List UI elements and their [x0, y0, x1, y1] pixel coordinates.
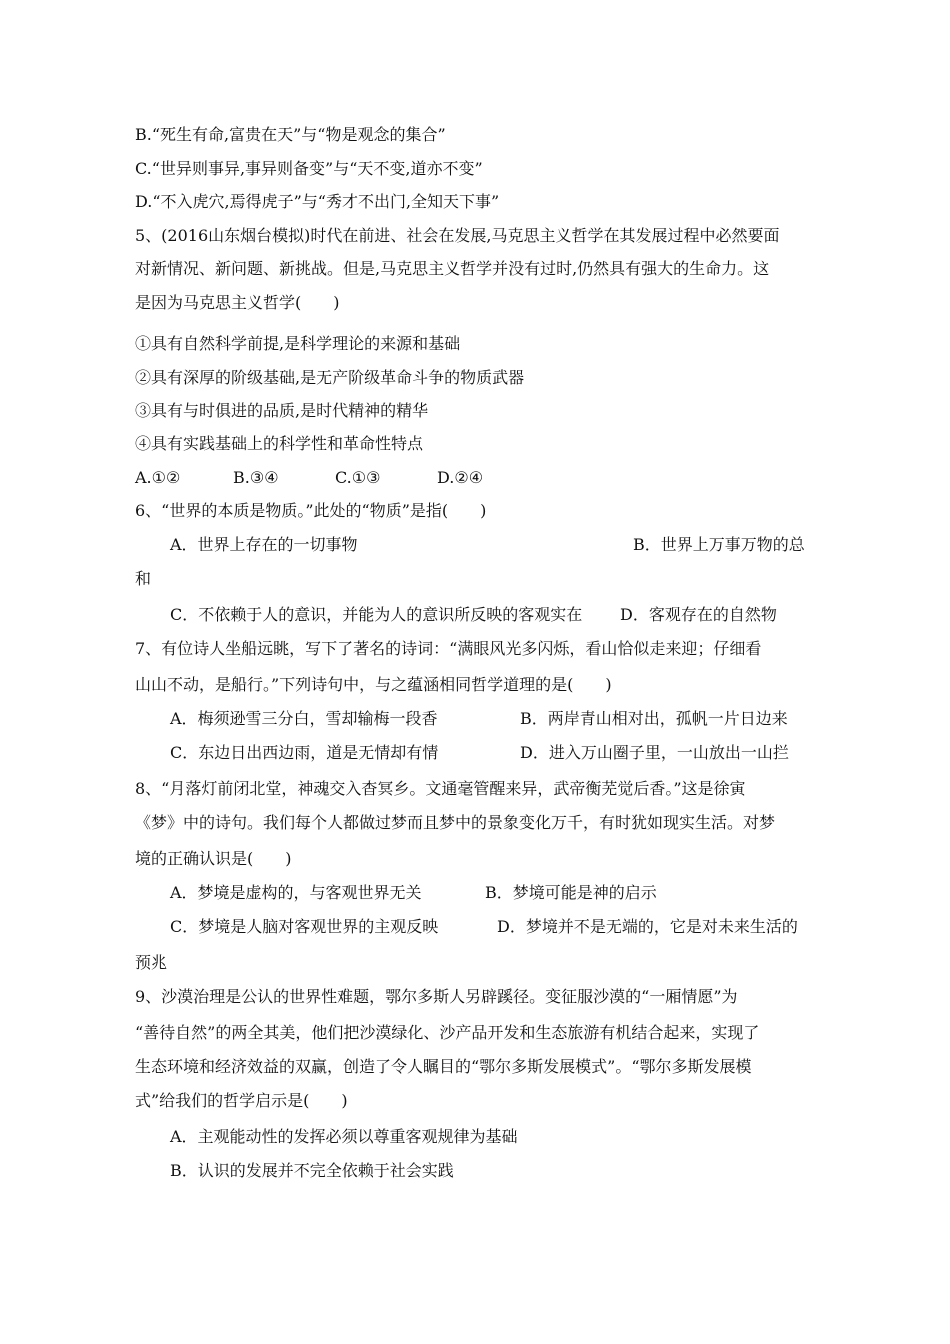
q8-stem-line-1: 8、“月落灯前闭北堂，神魂交入杳冥乡。文通毫管醒来异，武帝衡芜觉后香。”这是徐寅 [135, 779, 746, 798]
q5-stem-line-1: 5、(2016山东烟台模拟)时代在前进、社会在发展,马克思主义哲学在其发展过程中必然要面 [135, 226, 780, 245]
q9-option-b: B．认识的发展并不完全依赖于社会实践 [170, 1161, 454, 1180]
q8-stem-line-2: 《梦》中的诗句。我们每个人都做过梦而且梦中的景象变化万千，有时犹如现实生活。对梦 [135, 813, 776, 832]
q8-option-a: A．梦境是虚构的，与客观世界无关 [170, 883, 422, 902]
q9-option-a: A．主观能动性的发挥必须以尊重客观规律为基础 [170, 1127, 518, 1146]
q6-stem: 6、“世界的本质是物质。”此处的“物质”是指( ) [135, 501, 487, 520]
q4-option-d: D.“不入虎穴,焉得虎子”与“秀才不出门,全知天下事” [135, 192, 500, 211]
q6-option-c: C．不依赖于人的意识，并能为人的意识所反映的客观实在 [170, 605, 583, 624]
q7-stem-line-1: 7、有位诗人坐船远眺，写下了著名的诗词：“满眼风光多闪烁，看山恰似走来迎；仔细看 [135, 639, 762, 658]
q5-statement-3: ③具有与时俱进的品质,是时代精神的精华 [135, 401, 429, 420]
q7-option-d: D．进入万山圈子里，一山放出一山拦 [520, 743, 789, 762]
q8-option-c: C．梦境是人脑对客观世界的主观反映 [170, 917, 439, 936]
q5-option-d: D.②④ [437, 468, 484, 487]
q9-stem-line-1: 9、沙漠治理是公认的世界性难题，鄂尔多斯人另辟蹊径。变征服沙漠的“一厢情愿”为 [135, 987, 738, 1006]
q4-option-b: B.“死生有命,富贵在天”与“物是观念的集合” [135, 125, 446, 144]
q5-stem-line-3: 是因为马克思主义哲学( ) [135, 293, 340, 312]
q7-stem-line-2: 山山不动，是船行。”下列诗句中，与之蕴涵相同哲学道理的是( ) [135, 675, 612, 694]
q7-option-c: C．东边日出西边雨，道是无情却有情 [170, 743, 439, 762]
q8-option-d: D．梦境并不是无端的，它是对未来生活的 [497, 917, 798, 936]
q8-stem-line-3: 境的正确认识是( ) [135, 849, 292, 868]
q6-option-b-wrap: 和 [135, 569, 152, 588]
q9-stem-line-4: 式”给我们的哲学启示是( ) [135, 1091, 348, 1110]
q7-option-b: B．两岸青山相对出，孤帆一片日边来 [520, 709, 788, 728]
q4-option-c: C.“世异则事异,事异则备变”与“天不变,道亦不变” [135, 159, 483, 178]
q9-stem-line-2: “善待自然”的两全其美，他们把沙漠绿化、沙产品开发和生态旅游有机结合起来，实现了 [135, 1023, 760, 1042]
q8-option-b: B．梦境可能是神的启示 [485, 883, 657, 902]
q5-statement-2: ②具有深厚的阶级基础,是无产阶级革命斗争的物质武器 [135, 368, 525, 387]
q5-statement-1: ①具有自然科学前提,是科学理论的来源和基础 [135, 334, 461, 353]
q8-option-d-wrap: 预兆 [135, 953, 168, 972]
q5-option-c: C.①③ [335, 468, 381, 487]
q5-stem-line-2: 对新情况、新问题、新挑战。但是,马克思主义哲学并没有过时,仍然具有强大的生命力。这 [135, 259, 770, 278]
q9-stem-line-3: 生态环境和经济效益的双赢，创造了令人瞩目的“鄂尔多斯发展模式”。“鄂尔多斯发展模 [135, 1057, 752, 1076]
q6-option-b: B．世界上万事万物的总 [633, 535, 805, 554]
q6-option-a: A．世界上存在的一切事物 [170, 535, 358, 554]
q7-option-a: A．梅须逊雪三分白，雪却输梅一段香 [170, 709, 438, 728]
q6-option-d: D．客观存在的自然物 [620, 605, 777, 624]
q5-option-b: B.③④ [233, 468, 279, 487]
q5-option-a: A.①② [135, 468, 181, 487]
q5-statement-4: ④具有实践基础上的科学性和革命性特点 [135, 434, 424, 453]
